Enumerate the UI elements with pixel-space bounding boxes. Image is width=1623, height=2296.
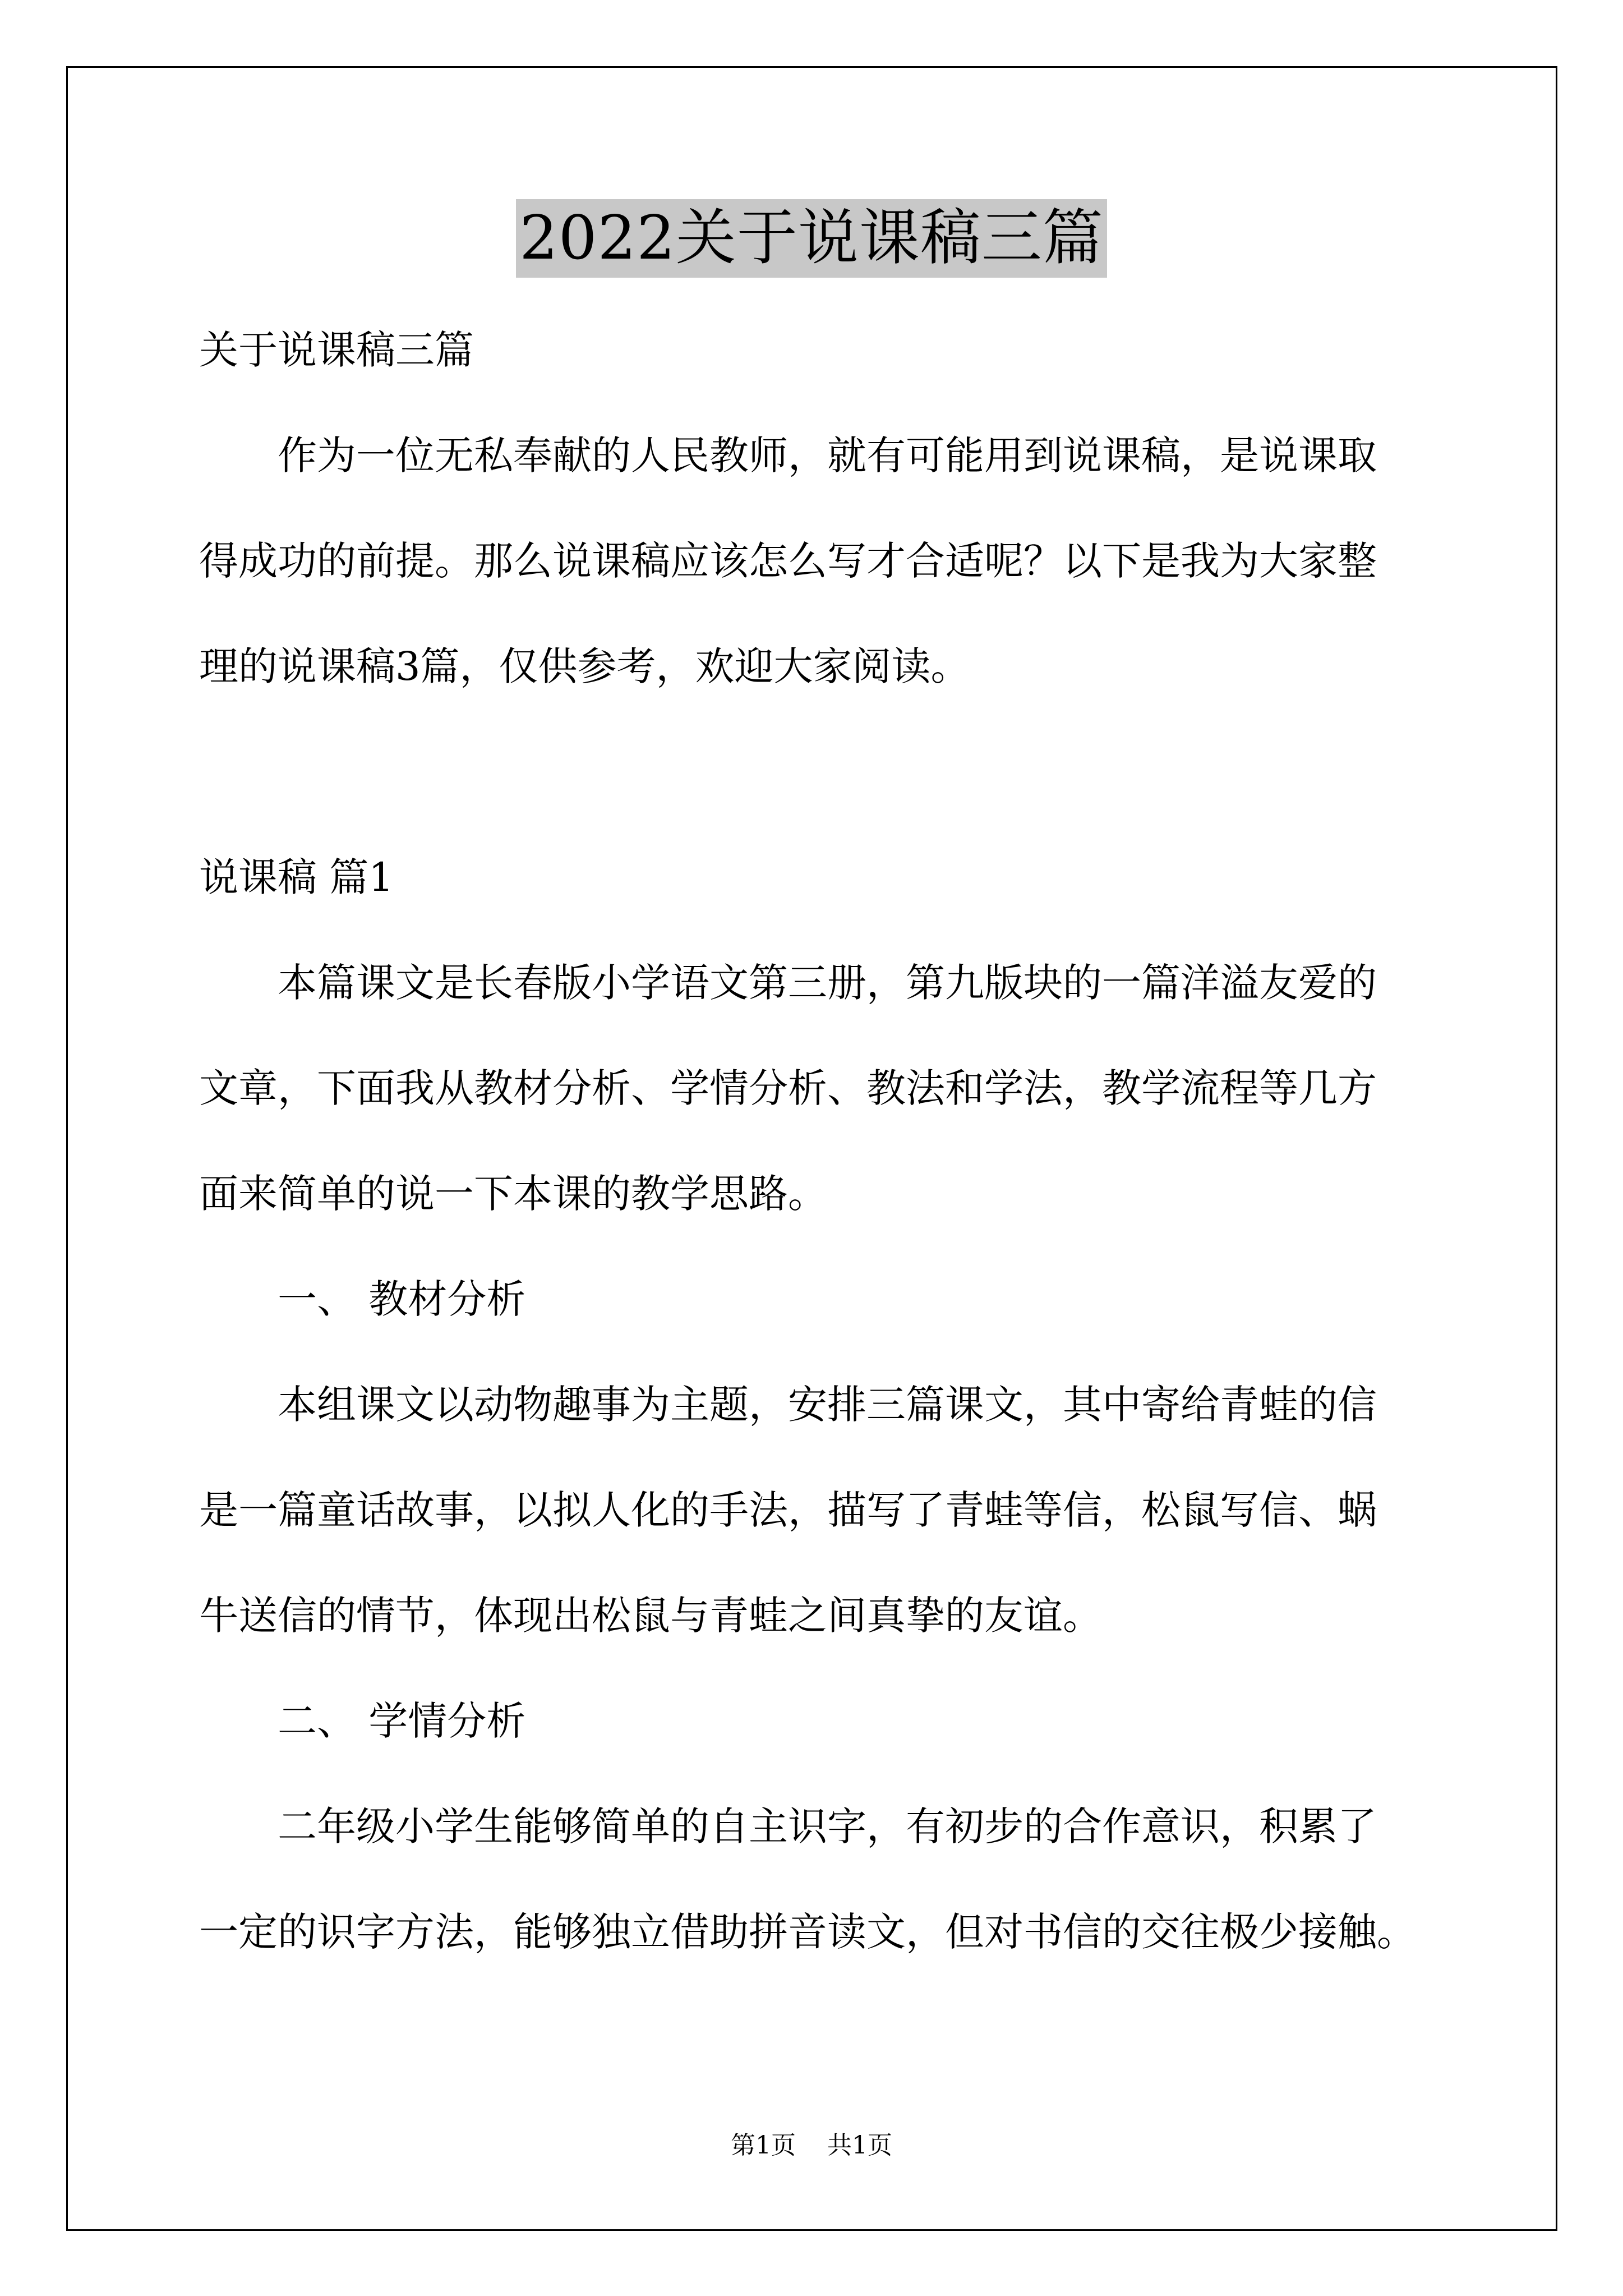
paragraph-line: 文章，下面我从教材分析、学情分析、教法和学法，教学流程等几方 (199, 1065, 1377, 1111)
paragraph-line: 是一篇童话故事，以拟人化的手法，描写了青蛙等信，松鼠写信、蜗 (199, 1487, 1377, 1533)
document-subtitle: 关于说课稿三篇 (199, 327, 474, 373)
title-container (0, 199, 1623, 278)
subheading-students: 二、 学情分析 (278, 1698, 526, 1744)
paragraph-line: 二年级小学生能够简单的自主识字，有初步的合作意识，积累了 (278, 1803, 1377, 1849)
section-heading: 说课稿 篇1 (199, 854, 394, 900)
intro-line: 作为一位无私奉献的人民教师，就有可能用到说课稿，是说课取 (278, 432, 1377, 478)
paragraph-line: 面来简单的说一下本课的教学思路。 (199, 1171, 827, 1217)
paragraph-line: 一定的识字方法，能够独立借助拼音读文，但对书信的交往极少接触。 (199, 1909, 1416, 1955)
paragraph-line: 本组课文以动物趣事为主题，安排三篇课文，其中寄给青蛙的信 (278, 1382, 1377, 1428)
paragraph-line: 本篇课文是长春版小学语文第三册，第九版块的一篇洋溢友爱的 (278, 960, 1377, 1006)
subheading-materials: 一、 教材分析 (278, 1276, 526, 1322)
intro-line: 理的说课稿3篇，仅供参考，欢迎大家阅读。 (199, 643, 970, 689)
document-title: 2022关于说课稿三篇 (516, 199, 1107, 278)
document-body (199, 297, 1433, 1985)
intro-line: 得成功的前提。那么说课稿应该怎么写才合适呢？以下是我为大家整 (199, 538, 1377, 584)
page-number: 第1页 共1页 (731, 2131, 892, 2160)
paragraph-line: 牛送信的情节，体现出松鼠与青蛙之间真挚的友谊。 (199, 1593, 1102, 1639)
blank-gap (199, 719, 1433, 825)
page-footer (0, 2129, 1623, 2162)
